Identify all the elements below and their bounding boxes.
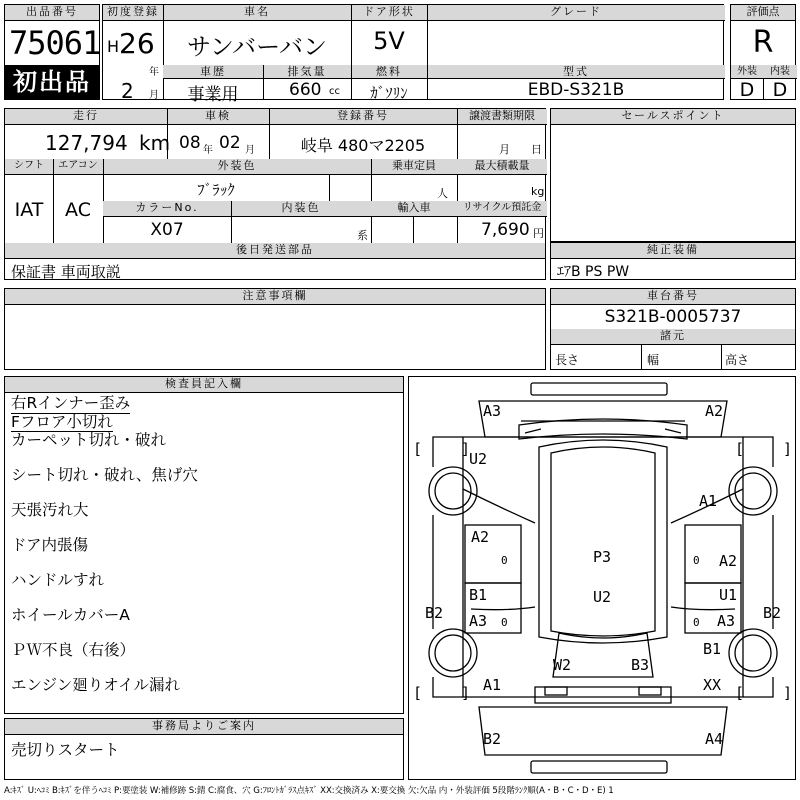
displacement-label: 排気量 bbox=[263, 65, 351, 79]
shift-label: シフト bbox=[5, 159, 53, 175]
inspector-line: ハンドルすれ bbox=[11, 571, 105, 589]
bracket-front-left-open: [ bbox=[413, 440, 423, 458]
mark-side-right: B2 bbox=[763, 604, 782, 622]
inspector-line: シート切れ・破れ、焦げ穴 bbox=[11, 466, 198, 484]
capacity-unit: 人 bbox=[437, 187, 448, 200]
inspection-month-unit: 月 bbox=[245, 145, 255, 156]
caution-box bbox=[4, 288, 546, 370]
mark-front-door-right: A2 bbox=[719, 552, 738, 570]
equipment: ｴｱB PS PW bbox=[557, 264, 630, 280]
interior-label: 内装 bbox=[763, 65, 797, 79]
mark-roof: P3 bbox=[593, 548, 612, 566]
mark-front-door-left: A2 bbox=[471, 528, 490, 546]
door-type: 5V bbox=[373, 27, 405, 55]
transfer-label: 譲渡書類期限 bbox=[457, 109, 547, 125]
transfer-month-unit: 月 bbox=[499, 143, 510, 156]
chassis-number: S321B-0005737 bbox=[604, 307, 742, 327]
fuel-label: 燃料 bbox=[351, 65, 427, 79]
fuel: ｶﾞｿﾘﾝ bbox=[370, 84, 408, 102]
mark-rear-quarter-left: A1 bbox=[483, 676, 502, 694]
exterior-label: 外装 bbox=[731, 65, 763, 79]
legend: A:ｷｽﾞ U:ﾍｺﾐ B:ｷｽﾞを伴うﾍｺﾐ P:要塗装 W:補修跡 S:錆 C:腐食、穴 G:ﾌﾛﾝﾄｶﾞﾗｽ点ｷｽﾞ XX:交換済み X:要交換 欠:欠品 内・外装評価 5段階ﾗﾝｸ順(A・B・C・D・E) 1 bbox=[4, 786, 614, 796]
reg-number: 岐阜 480マ2205 bbox=[300, 136, 426, 155]
damage-diagram-box bbox=[408, 376, 796, 780]
sales-point-box bbox=[550, 108, 796, 242]
inspector-box bbox=[4, 376, 404, 714]
inspector-label: 検査員記入欄 bbox=[5, 377, 403, 393]
inspector-line: 右Rインナー歪み bbox=[11, 394, 131, 412]
later-parts-label: 後日発送部品 bbox=[5, 243, 545, 259]
equipment-box bbox=[550, 242, 796, 280]
import-label: 輸入車 bbox=[371, 201, 457, 217]
equipment-label: 純正装備 bbox=[551, 243, 795, 259]
bracket-front-right-open: [ bbox=[735, 440, 745, 458]
bracket-rear-left-close: ] bbox=[461, 684, 471, 702]
history: 事業用 bbox=[187, 85, 239, 105]
lot-number-box bbox=[4, 4, 100, 100]
mark-rear-left: B2 bbox=[483, 730, 502, 748]
office-label: 事務局よりご案内 bbox=[5, 719, 403, 735]
caution-label: 注意事項欄 bbox=[5, 289, 545, 305]
int-color-label: 内装色 bbox=[231, 201, 371, 217]
inspection-month: 02 bbox=[219, 133, 241, 153]
score: R bbox=[752, 25, 774, 60]
displacement: 660 bbox=[289, 80, 322, 100]
dims-label: 諸元 bbox=[551, 329, 795, 345]
shift: IAT bbox=[14, 199, 44, 221]
ac: AC bbox=[65, 199, 91, 221]
mark-rear-door-left-1: B1 bbox=[469, 586, 488, 604]
info-table bbox=[4, 108, 546, 280]
bracket-front-right-close: ] bbox=[783, 440, 793, 458]
chassis-box bbox=[550, 288, 796, 370]
chassis-label: 車台番号 bbox=[551, 289, 795, 305]
car-name: サンバーバン bbox=[187, 33, 327, 61]
mileage-unit: km bbox=[139, 131, 171, 155]
first-reg-year: 26 bbox=[119, 27, 155, 60]
year-unit: 年 bbox=[149, 67, 159, 78]
mark-rear-door-left-2: A3 bbox=[469, 612, 488, 630]
later-parts: 保証書 車両取説 bbox=[11, 263, 121, 281]
mark-side-left: B2 bbox=[425, 604, 444, 622]
color-no: X07 bbox=[150, 220, 184, 240]
lot-number: 75061 bbox=[9, 24, 101, 62]
zero-right-2: 0 bbox=[693, 616, 700, 629]
mark-rear-right: A4 bbox=[705, 730, 724, 748]
zero-left-1: 0 bbox=[501, 554, 508, 567]
first-reg-label: 初度登録 bbox=[103, 5, 163, 21]
exterior-score: D bbox=[739, 79, 755, 101]
mark-rear-quarter-right: B1 bbox=[703, 640, 722, 658]
inspector-line: Fフロア小切れ bbox=[11, 412, 113, 431]
inspector-lines bbox=[11, 395, 198, 712]
ext-color: ﾌﾞﾗｯｸ bbox=[197, 181, 235, 199]
max-load-unit: kg bbox=[531, 185, 545, 198]
bracket-rear-left-open: [ bbox=[413, 684, 423, 702]
mark-fender-right: A1 bbox=[699, 492, 718, 510]
mark-rear-door-right-2: A3 bbox=[717, 612, 736, 630]
reg-label: 登録番号 bbox=[269, 109, 457, 125]
door-label: ドア形状 bbox=[351, 5, 427, 21]
inspector-line: カーペット切れ・破れ bbox=[11, 431, 167, 449]
inspector-line: ＰＷ不良（右後） bbox=[11, 641, 136, 659]
car-outline-diagram bbox=[409, 377, 797, 781]
mark-roof-rear: U2 bbox=[593, 588, 612, 606]
width-label: 幅 bbox=[647, 353, 660, 367]
bracket-rear-right-close: ] bbox=[783, 684, 793, 702]
inspection-label: 車検 bbox=[167, 109, 269, 125]
mark-fender-left: U2 bbox=[469, 450, 488, 468]
color-no-label: カラーNo. bbox=[103, 201, 231, 217]
score-label: 評価点 bbox=[731, 5, 795, 21]
lot-number-label: 出品番号 bbox=[5, 5, 99, 21]
office-message: 売切りスタート bbox=[11, 741, 120, 759]
zero-left-2: 0 bbox=[501, 616, 508, 629]
height-label: 高さ bbox=[725, 353, 750, 367]
displacement-unit: cc bbox=[329, 86, 340, 97]
month-unit: 月 bbox=[149, 90, 159, 101]
inspection-year: 08 bbox=[179, 133, 201, 153]
bracket-front-left-close: ] bbox=[461, 440, 471, 458]
mark-front-left: A3 bbox=[483, 402, 502, 420]
inspector-line: ホイールカバーA bbox=[11, 606, 130, 624]
interior-score: D bbox=[772, 79, 788, 101]
model-label: 型式 bbox=[427, 65, 725, 79]
grade-label: グレード bbox=[427, 5, 725, 21]
capacity-label: 乗車定員 bbox=[371, 159, 457, 175]
mark-rear-floor-left: W2 bbox=[553, 656, 572, 674]
model-code: EBD-S321B bbox=[527, 80, 625, 100]
office-box bbox=[4, 718, 404, 780]
zero-right-1: 0 bbox=[693, 554, 700, 567]
ext-color-label: 外装色 bbox=[103, 159, 371, 175]
mileage: 127,794 bbox=[45, 131, 128, 155]
recycle-unit: 円 bbox=[533, 227, 544, 240]
mileage-label: 走行 bbox=[5, 109, 167, 125]
mark-front-right: A2 bbox=[705, 402, 724, 420]
mark-rear-door-right-1: U1 bbox=[719, 586, 738, 604]
first-listing-badge: 初出品 bbox=[5, 65, 99, 99]
sales-point-label: セールスポイント bbox=[551, 109, 795, 125]
car-header-table bbox=[102, 4, 724, 105]
max-load-label: 最大積載量 bbox=[457, 159, 547, 175]
recycle-fee: 7,690 bbox=[481, 220, 530, 240]
mark-rear-floor-right: B3 bbox=[631, 656, 650, 674]
history-label: 車歴 bbox=[163, 65, 263, 79]
car-name-label: 車名 bbox=[163, 5, 351, 21]
bracket-rear-right-open: [ bbox=[735, 684, 745, 702]
transfer-day-unit: 日 bbox=[531, 143, 542, 156]
length-label: 長さ bbox=[555, 353, 580, 367]
mark-rear-quarter-right-xx: XX bbox=[703, 676, 722, 694]
inspection-year-unit: 年 bbox=[203, 145, 213, 156]
inspector-line: エンジン廻りオイル漏れ bbox=[11, 676, 180, 694]
int-color-unit: 系 bbox=[357, 229, 368, 242]
recycle-label: リサイクル預託金 bbox=[457, 201, 547, 217]
score-box bbox=[730, 4, 796, 100]
first-reg-month: 2 bbox=[121, 79, 134, 103]
era: H bbox=[107, 37, 120, 56]
inspector-line: ドア内張傷 bbox=[11, 536, 89, 554]
inspector-line: 天張汚れ大 bbox=[11, 501, 89, 519]
ac-label: エアコン bbox=[53, 159, 103, 175]
